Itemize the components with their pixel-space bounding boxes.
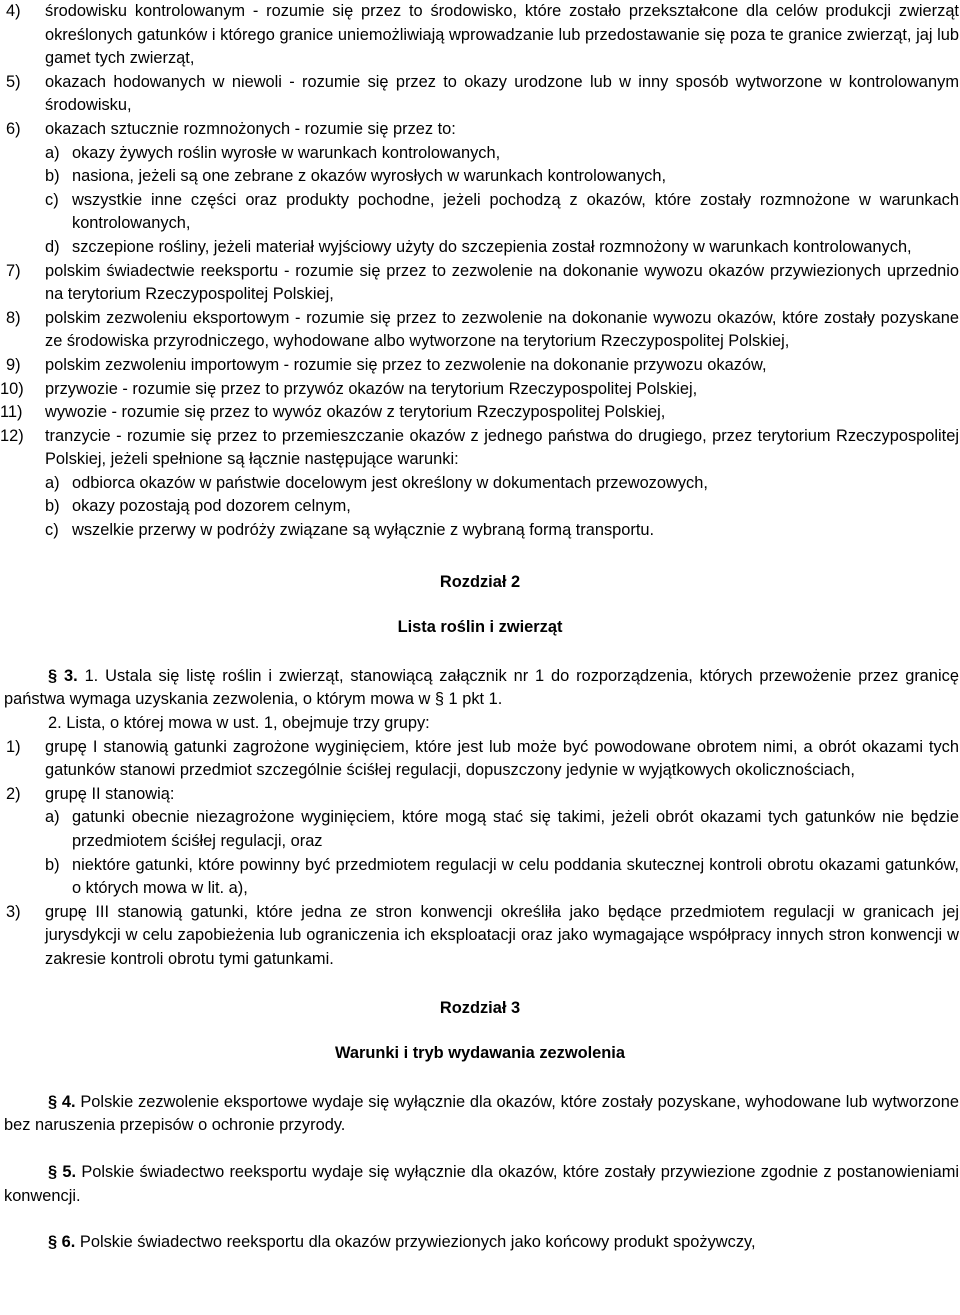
list-item (0, 425, 960, 472)
groups-list (0, 736, 960, 972)
item-text: środowisku kontrolowanym - rozumie się przez to środowisko, które zostało przekształcone dla celów produkcji zwierząt określonych gatunków i którego granice uniemożliwiają wprowadzanie lub przedostawanie się poza te granice zwierząt, jaj lub gamet tych zwierząt, (45, 2, 959, 68)
item-number: 8) (6, 308, 21, 327)
item-number: 6) (6, 119, 21, 138)
section-6-number: § 6. (48, 1233, 76, 1252)
sub-list-item (0, 806, 960, 853)
list-item (0, 401, 960, 425)
sub-list-item (0, 472, 960, 496)
item-number: 3) (6, 902, 21, 921)
chapter-3-title: Warunki i tryb wydawania zezwolenia (335, 1044, 625, 1063)
item-text: okazach hodowanych w niewoli - rozumie się przez to okazy urodzone lub w inny sposób wytworzone w kontrolowanym środowisku, (45, 72, 959, 115)
item-text: niektóre gatunki, które powinny być przedmiotem regulacji w celu poddania skutecznej kontroli obrotu okazami gatunków, o których mowa w lit. a), (72, 855, 959, 898)
item-text: grupę III stanowią gatunki, które jedna ze stron konwencji określiła jako będące przedmiotem regulacji w granicach jej jurysdykcji w celu zapobieżenia lub ograniczenia ich eksploatacji oraz jako wymagające współpracy innych stron konwencji w zakresie kontroli obrotu tymi gatunkami. (45, 902, 959, 968)
section-4-number: § 4. (48, 1092, 76, 1111)
item-text: wszystkie inne części oraz produkty pochodne, jeżeli pochodzą z okazów, które zostały rozmnożone w warunkach kontrolowanych, (72, 190, 959, 233)
section-3-paragraph-2: 2. Lista, o której mowa w ust. 1, obejmuje trzy grupy: (48, 714, 430, 733)
item-text: grupę I stanowią gatunki zagrożone wyginięciem, które jest lub może być powodowane obrotem nimi, a obrót okazami tych gatunków stanowi przedmiot szczególnie ściśłej regulacji, dopuszczony jedynie w wyjątkowych okolicznościach, (45, 737, 959, 780)
list-item (0, 378, 960, 402)
item-number: 4) (6, 2, 21, 20)
item-number: 2) (6, 784, 21, 803)
section-4-text: Polskie zezwolenie eksportowe wydaje się wyłącznie dla okazów, które zostały pozyskane, wyhodowane lub wytworzone bez naruszenia przepisów o ochronie przyrody. (4, 1092, 959, 1135)
chapter-2-label: Rozdział 2 (439, 572, 521, 591)
item-text: szczepione rośliny, jeżeli materiał wyjściowy użyty do szczepienia został rozmnożony w warunkach kontrolowanych, (72, 237, 912, 256)
item-number: c) (45, 190, 59, 209)
chapter-2-title: Lista roślin i zwierząt (397, 618, 563, 637)
list-item (0, 354, 960, 378)
item-text: przywozie - rozumie się przez to przywóz okazów na terytorium Rzeczypospolitej Polskiej, (45, 379, 698, 398)
item-number: a) (45, 473, 60, 492)
item-number: b) (45, 497, 60, 516)
item-text: gatunki obecnie niezagrożone wyginięciem, które mogą stać się takimi, jeżeli obrót okazami tych gatunków nie będzie przedmiotem ściśłej regulacji, oraz (72, 808, 959, 850)
sub-list-item (0, 495, 960, 519)
sub-list-item (0, 142, 960, 166)
item-text: okazy żywych roślin wyrosłe w warunkach kontrolowanych, (72, 143, 501, 162)
section-4 (0, 1091, 960, 1138)
item-number: 10) (0, 379, 24, 398)
item-number: d) (45, 237, 60, 256)
section-3-paragraph-1 (0, 665, 960, 712)
section-6 (0, 1231, 960, 1255)
section-5-number: § 5. (48, 1162, 77, 1181)
item-number: c) (45, 521, 59, 540)
section-3-number: § 3. (48, 666, 78, 685)
sub-list-item (0, 189, 960, 236)
list-item (0, 118, 960, 142)
item-number: a) (45, 143, 60, 162)
item-text: okazy pozostają pod dozorem celnym, (72, 497, 351, 516)
chapter-3-label: Rozdział 3 (439, 998, 521, 1017)
item-text: wywozie - rozumie się przez to wywóz okazów z terytorium Rzeczypospolitej Polskiej, (45, 403, 666, 422)
item-text: odbiorca okazów w państwie docelowym jest określony w dokumentach przewozowych, (72, 473, 708, 492)
item-number: 9) (6, 355, 21, 374)
list-item (0, 307, 960, 354)
item-text: nasiona, jeżeli są one zebrane z okazów wyrosłych w warunkach kontrolowanych, (72, 167, 667, 186)
definitions-list (0, 0, 960, 543)
sub-list-item (0, 519, 960, 543)
section-5-text: Polskie świadectwo reeksportu wydaje się wyłącznie dla okazów, które zostały przywiezione zgodnie z postanowieniami konwencji. (4, 1162, 959, 1205)
sub-list-item (0, 854, 960, 901)
item-number: a) (45, 808, 60, 827)
list-item (0, 736, 960, 783)
item-text: okazach sztucznie rozmnożonych - rozumie się przez to: (45, 119, 456, 138)
section-3-text: 1. Ustala się listę roślin i zwierząt, stanowiącą załącznik nr 1 do rozporządzenia, których przewożenie przez granicę państwa wymaga uzyskania zezwolenia, o którym mowa w § 1 pkt 1. (4, 666, 959, 709)
list-item (0, 71, 960, 118)
list-item (0, 901, 960, 972)
list-item (0, 0, 960, 71)
section-5 (0, 1161, 960, 1208)
section-6-text: Polskie świadectwo reeksportu dla okazów przywiezionych jako końcowy produkt spożywczy, (79, 1233, 756, 1252)
item-number: b) (45, 855, 60, 874)
list-item (0, 260, 960, 307)
item-text: polskim zezwoleniu eksportowym - rozumie się przez to zezwolenie na dokonanie wywozu okazów, które zostały pozyskane ze środowiska przyrodniczego, wyhodowane albo wytworzone na terytorium Rzeczypospolitej Polskiej, (45, 308, 959, 351)
sub-list-item (0, 236, 960, 260)
sub-list-item (0, 165, 960, 189)
item-text: wszelkie przerwy w podróży związane są wyłącznie z wybraną formą transportu. (72, 521, 655, 540)
item-text: grupę II stanowią: (45, 784, 175, 803)
item-text: polskim zezwoleniu importowym - rozumie się przez to zezwolenie na dokonanie przywozu okazów, (45, 355, 767, 374)
item-number: 7) (6, 261, 21, 280)
item-number: 5) (6, 72, 21, 91)
item-number: 1) (6, 737, 21, 756)
item-number: 12) (0, 426, 24, 445)
item-number: 11) (0, 403, 23, 422)
item-number: b) (45, 167, 60, 186)
item-text: tranzycie - rozumie się przez to przemieszczanie okazów z jednego państwa do drugiego, przez terytorium Rzeczypospolitej Polskiej, jeżeli spełnione są łącznie następujące warunki: (45, 426, 959, 469)
list-item (0, 783, 960, 807)
item-text: polskim świadectwie reeksportu - rozumie się przez to zezwolenie na dokonanie wywozu okazów przywiezionych uprzednio na terytorium Rzeczypospolitej Polskiej, (45, 261, 959, 304)
